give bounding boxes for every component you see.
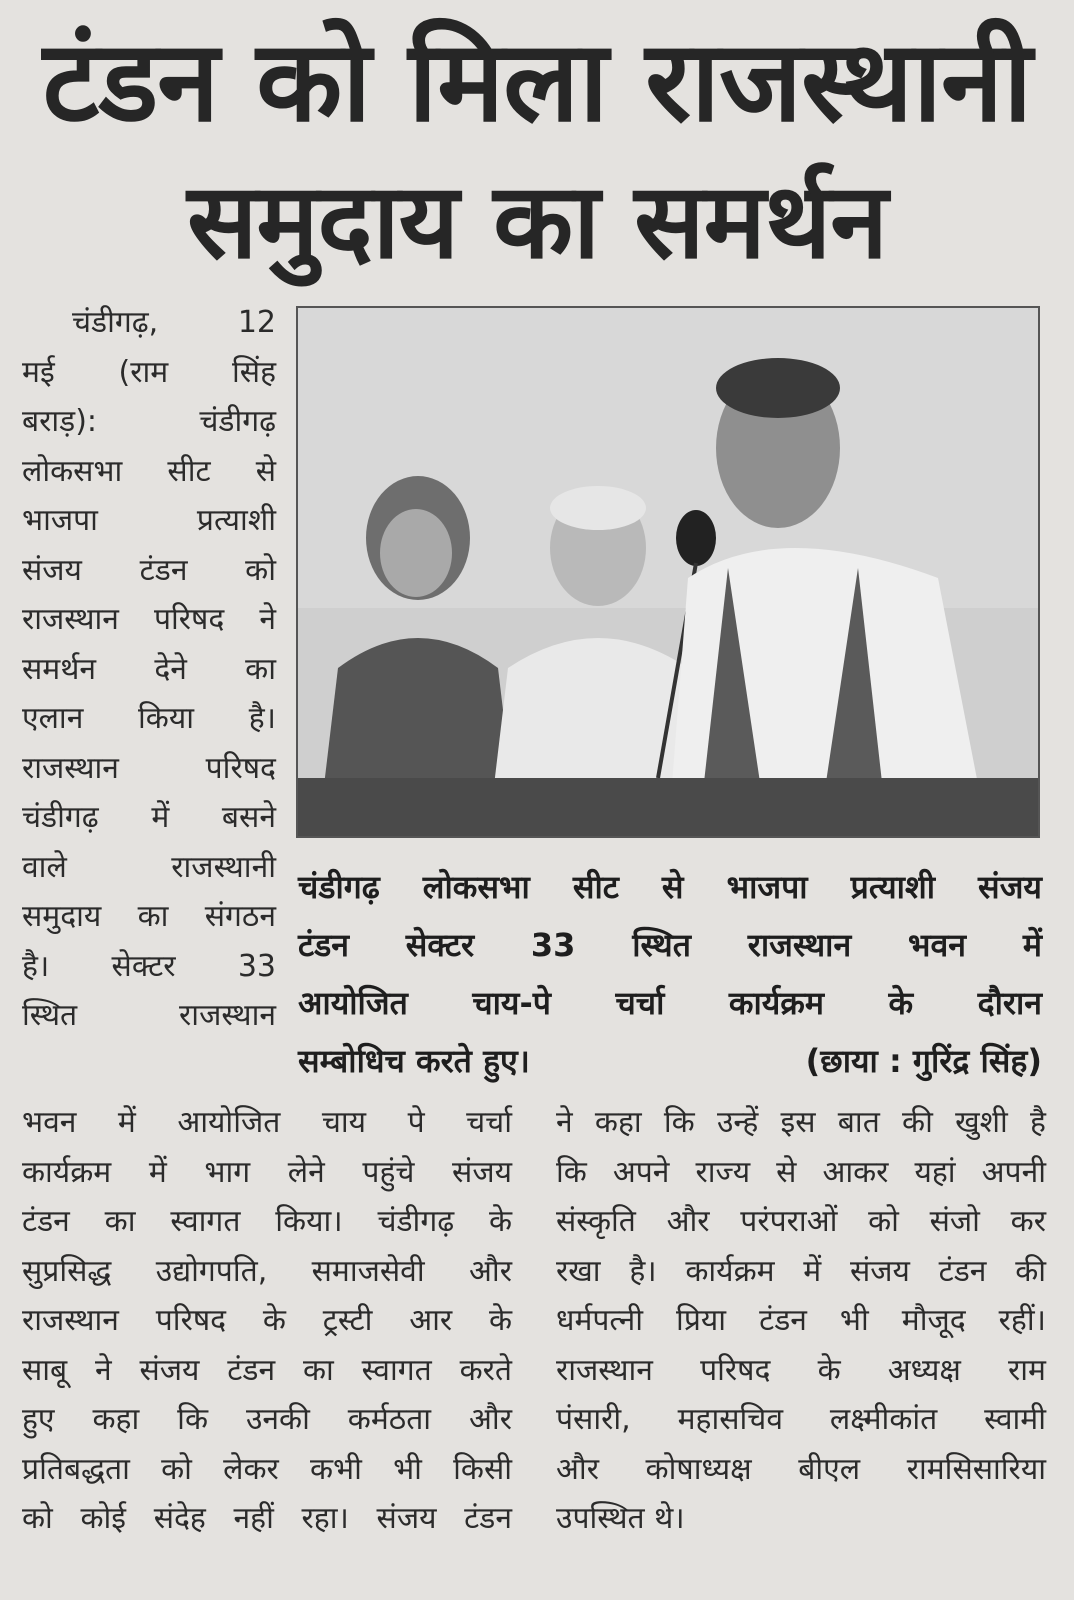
- body-line: एलान किया है।: [22, 701, 276, 736]
- body-line: समुदाय का संगठन: [22, 899, 276, 934]
- article-column-left-top: [22, 298, 276, 1041]
- body-line: मई (राम सिंह: [22, 354, 276, 390]
- body-line: स्थित राजस्थान: [22, 998, 276, 1033]
- body-line: राजस्थान परिषद ने: [22, 602, 276, 637]
- body-line: ने कहा कि उन्हें इस बात की खुशी है: [556, 1105, 1046, 1140]
- body-line: कार्यक्रम में भाग लेने पहुंचे संजय: [22, 1154, 512, 1190]
- caption-line: टंडन सेक्टर 33 स्थित राजस्थान भवन में: [298, 926, 1042, 964]
- body-line: और कोषाध्यक्ष बीएल रामसिसारिया: [556, 1451, 1046, 1487]
- body-line: भाजपा प्रत्याशी: [22, 503, 276, 538]
- body-line: को कोई संदेह नहीं रहा। संजय टंडन: [22, 1501, 512, 1536]
- body-line: वाले राजस्थानी: [22, 849, 276, 885]
- photo-illustration: [298, 308, 1038, 836]
- photo-caption: [298, 858, 1042, 1090]
- headline-line-2: समुदाय का समर्थन: [187, 160, 887, 282]
- photo-credit: (छाया : गुरिंद्र सिंह): [805, 1042, 1042, 1080]
- article-column-left-bottom: [22, 1098, 512, 1544]
- body-line: उपस्थित थे।: [556, 1501, 685, 1536]
- body-line: संजय टंडन को: [22, 552, 276, 588]
- body-line: धर्मपत्नी प्रिया टंडन भी मौजूद रहीं।: [556, 1303, 1046, 1338]
- body-line: राजस्थान परिषद के अध्यक्ष राम: [556, 1352, 1046, 1388]
- body-line: रखा है। कार्यक्रम में संजय टंडन की: [556, 1253, 1046, 1289]
- body-line: राजस्थान परिषद: [22, 750, 276, 786]
- body-line: साबू ने संजय टंडन का स्वागत करते: [22, 1352, 512, 1388]
- caption-line: सम्बोधिच करते हुए।: [298, 1042, 530, 1080]
- news-photo: [296, 306, 1040, 838]
- caption-line: चंडीगढ़ लोकसभा सीट से भाजपा प्रत्याशी संजय: [298, 868, 1042, 906]
- caption-line: आयोजित चाय-पे चर्चा कार्यक्रम के दौरान: [298, 984, 1042, 1022]
- body-line: समर्थन देने का: [22, 651, 276, 687]
- headline-line-1: टंडन को मिला राजस्थानी: [42, 17, 1032, 147]
- article-column-right: [556, 1098, 1046, 1544]
- body-line: सुप्रसिद्ध उद्योगपति, समाजसेवी और: [22, 1253, 512, 1289]
- body-line: भवन में आयोजित चाय पे चर्चा: [22, 1105, 512, 1140]
- body-line: राजस्थान परिषद के ट्रस्टी आर के: [22, 1303, 512, 1338]
- body-line: हुए कहा कि उनकी कर्मठता और: [22, 1402, 512, 1437]
- body-line: पंसारी, महासचिव लक्ष्मीकांत स्वामी: [556, 1402, 1046, 1437]
- body-line: बराड़): चंडीगढ़: [22, 404, 276, 439]
- body-line: संस्कृति और परंपराओं को संजो कर: [556, 1204, 1046, 1239]
- body-line: कि अपने राज्य से आकर यहां अपनी: [556, 1154, 1046, 1190]
- caption-last-line: [298, 1032, 1042, 1090]
- body-line: है। सेक्टर 33: [22, 948, 276, 984]
- body-line: प्रतिबद्धता को लेकर कभी भी किसी: [22, 1451, 512, 1487]
- body-line: लोकसभा सीट से: [22, 453, 276, 489]
- body-line: चंडीगढ़ में बसने: [22, 800, 276, 835]
- body-line: चंडीगढ़, 12: [72, 305, 276, 340]
- body-line: टंडन का स्वागत किया। चंडीगढ़ के: [22, 1204, 512, 1239]
